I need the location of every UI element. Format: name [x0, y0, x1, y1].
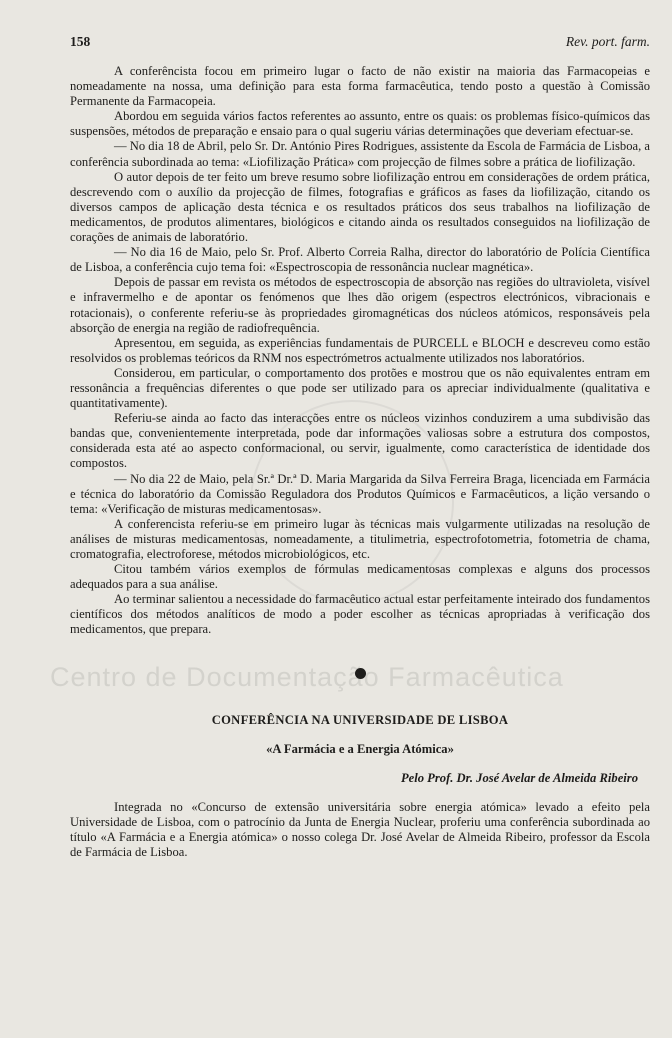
paragraph: Citou também vários exemplos de fórmulas medicamentosas complexas e alguns dos processos adequados para a sua análise. [70, 562, 650, 592]
paragraph: Apresentou, em seguida, as experiências fundamentais de PURCELL e BLOCH e descreveu como estão resolvidos os problemas teóricos da RNM nos espectrómetros actualmente utilizados nos laboratórios. [70, 335, 650, 365]
article-body [70, 64, 650, 638]
paragraph: Referiu-se ainda ao facto das interacções entre os núcleos vizinhos conduzirem a uma subdivisão das bandas que, convenientemente interpretada, pode dar informações valiosas sobre a estrutura dos compostos, considerada esta até ao aspecto conformacional, ou servir, igualmente, como característica de identidade dos compostos. [70, 411, 650, 471]
paragraph: — No dia 16 de Maio, pelo Sr. Prof. Alberto Correia Ralha, director do laboratório de Polícia Científica de Lisboa, a conferência cujo tema foi: «Espectroscopia de ressonância nuclear magnética». [70, 245, 650, 275]
journal-title: Rev. port. farm. [565, 34, 650, 49]
paragraph: A conferêncista focou em primeiro lugar o facto de não existir na maioria das Farmacopeias e nomeadamente na nossa, uma definição para esta forma farmacêutica, tendo posto a questão à Comissão Permanente da Farmacopeia. [70, 64, 650, 109]
paragraph: Considerou, em particular, o comportamento dos protões e mostrou que os não equivalentes entram em ressonância a frequências diferentes o que pode ser utilizado para os apreciar individualmente (qualitativa e quantitativamente). [70, 365, 650, 411]
section-divider-dot [355, 668, 366, 679]
conference-section [70, 713, 650, 860]
paragraph: Depois de passar em revista os métodos de espectroscopia de absorção nas regiões do ultravioleta, visível e infravermelho e de apontar os fenómenos que lhes dão origem (espectros electrónicos, vibracionais e rotacionais), o conferente referiu-se às propriedades giromagnéticas dos núcleos atómicos, responsáveis pela absorção de energia na região de radiofrequência. [70, 275, 650, 335]
section-title: CONFERÊNCIA NA UNIVERSIDADE DE LISBOA [211, 712, 509, 727]
watermark-text: Centro de Documentação Farmacêutica [50, 662, 564, 692]
section-author: Pelo Prof. Dr. José Avelar de Almeida Ribeiro [400, 770, 638, 785]
paragraph: O autor depois de ter feito um breve resumo sobre liofilização entrou em considerações de ordem prática, descrevendo com o auxílio da projecção de filmes, fotografias e gráficos as fases da liofilização, citando os diversos campos de aplicação desta técnica e os resultados práticos dos seus trabalhos na liofilização de medicamentos, de produtos alimentares, biológicos e citando ainda os resultados conseguidos na liofilização de corações de animais de laboratório. [70, 169, 650, 245]
paragraph: — No dia 22 de Maio, pela Sr.ª Dr.ª D. Maria Margarida da Silva Ferreira Braga, licenciada em Farmácia e técnica do laboratório da Comissão Reguladora dos Produtos Químicos e Farmacêuticos, a lição versando o tema: «Verificação de misturas medicamentosas». [70, 471, 650, 516]
paragraph: Integrada no «Concurso de extensão universitária sobre energia atómica» levado a efeito pela Universidade de Lisboa, com o patrocínio da Junta de Energia Nuclear, proferiu uma conferência subordinada ao título «A Farmácia e a Energia atómica» o nosso colega Dr. José Avelar de Almeida Ribeiro, professor da Escola de Farmácia de Lisboa. [70, 799, 650, 859]
page-number: 158 [70, 34, 91, 49]
paragraph: Abordou em seguida vários factos referentes ao assunto, entre os quais: os problemas físico-químicos das suspensões, métodos de preparação e ensaio para o qual sugeriu várias determinações que deveriam efectuar-se. [70, 109, 650, 139]
section-subtitle: «A Farmácia e a Energia Atómica» [266, 741, 454, 756]
paragraph: — No dia 18 de Abril, pelo Sr. Dr. António Pires Rodrigues, assistente da Escola de Farmácia de Lisboa, a conferência subordinada ao tema: «Liofilização Prática» com projecção de filmes sobre a prática de liofilização. [70, 139, 650, 169]
paragraph: Ao terminar salientou a necessidade do farmacêutico actual estar perfeitamente inteirado dos fundamentos científicos dos métodos analíticos de modo a poder escolher as técnicas apropriadas à verificação dos medicamentos, que prepara. [70, 592, 650, 637]
paragraph: A conferencista referiu-se em primeiro lugar às técnicas mais vulgarmente utilizadas na resolução de análises de misturas medicamentosas, nomeadamente, a titulimetria, espectrofotometria, fotometria de chama, cromatografia, electroforese, métodos microbiológicos, etc. [70, 516, 650, 561]
page-header [70, 34, 650, 50]
